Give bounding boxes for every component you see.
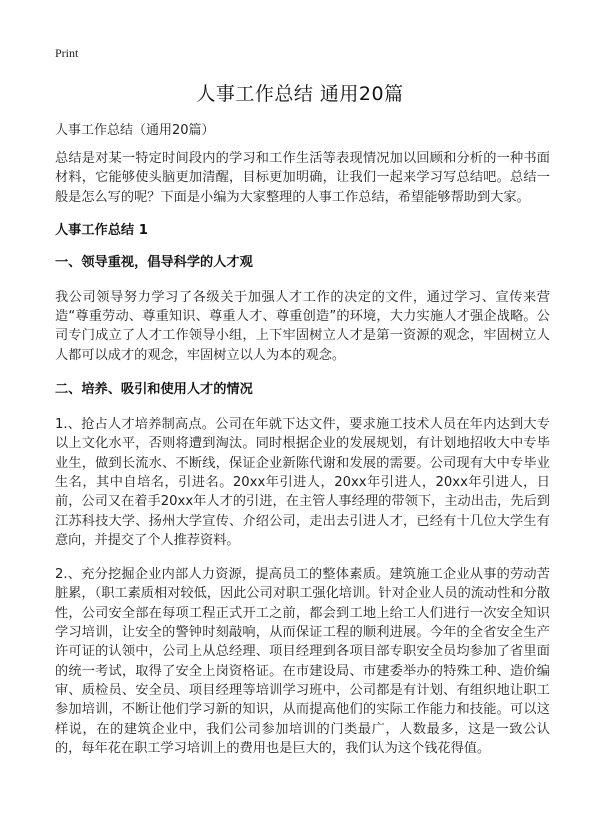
intro-paragraph: 总结是对某一特定时间段内的学习和工作生活等表现情况加以回顾和分析的一种书面材料，它能够使头脑更加清醒，目标更加明确，让我们一起来学习写总结吧。总结一般是怎么写的呢？下面是小编为大家整理的人事工作总结，希望能够帮助到大家。 bbox=[55, 151, 550, 205]
article-heading: 人事工作总结 1 bbox=[55, 222, 148, 238]
document-body bbox=[55, 122, 550, 758]
section2-paragraph-1: 1.、抢占人才培养制高点。公司在年就下达文件，要求施工技术人员在年内达到大专以上文化水平，否则将遭到淘汰。同时根据企业的发展规划，有计划地招收大中专毕业生，做到长流水、不断线，保证企业新陈代谢和发展的需要。公司现有大中专毕业生名，其中自培名，引进名。20xx年引进人，20xx年引进人，20xx年引进人，日前，公司又在着手20xx年人才的引进，在主管人事经理的带领下，主动出击，先后到江苏科技大学、扬州大学宣传、介绍公司，走出去引进人才，已经有十几位大学生有意向，并提交了个人推荐资料。 bbox=[55, 417, 550, 548]
section1-paragraph: 我公司领导努力学习了各级关于加强人才工作的决定的文件，通过学习、宣传来营造“尊重劳动、尊重知识、尊重人才、尊重创造”的环境，大力实施人才强企战略。公司专门成立了人才工作领导小组，上下牢固树立人才是第一资源的观念，牢固树立人人都可以成才的观念，牢固树立以人为本的观念。 bbox=[55, 289, 550, 363]
section2-paragraph-2: 2.、充分挖掘企业内部人力资源，提高员工的整体素质。建筑施工企业从事的劳动苦脏累，（职工素质相对较低，因此公司对职工强化培训。针对企业人员的流动性和分散性，公司安全部在每项工程正式开工之前，都会到工地上给工人们进行一次安全知识学习培训，让安全的警钟时刻敲响，从而保证工程的顺利进展。今年的全省安全生产许可证的认领中，公司上从总经理、项目经理到各项目部专职安全员均参加了省里面的统一考试，取得了安全上岗资格证。在市建设局、市建委举办的特殊工种、造价编审、质检员、安全员、项目经理等培训学习班中，公司都是有计划、有组织地让职工参加培训，不断让他们学习新的知识，从而提高他们的实际工作能力和技能。可以这样说，在的建筑企业中，我们公司参加培训的门类最广，人数最多，这是一致公认的，每年花在职工学习培训上的费用也是巨大的，我们认为这个钱花得值。 bbox=[55, 567, 550, 756]
document-subtitle: 人事工作总结（通用20篇） bbox=[55, 123, 215, 138]
section2-heading: 二、培养、吸引和使用人才的情况 bbox=[55, 382, 253, 398]
section1-heading: 一、领导重视，倡导科学的人才观 bbox=[55, 254, 253, 270]
page-title: 人事工作总结 通用20篇 bbox=[196, 83, 404, 105]
print-link[interactable]: Print bbox=[55, 46, 79, 60]
